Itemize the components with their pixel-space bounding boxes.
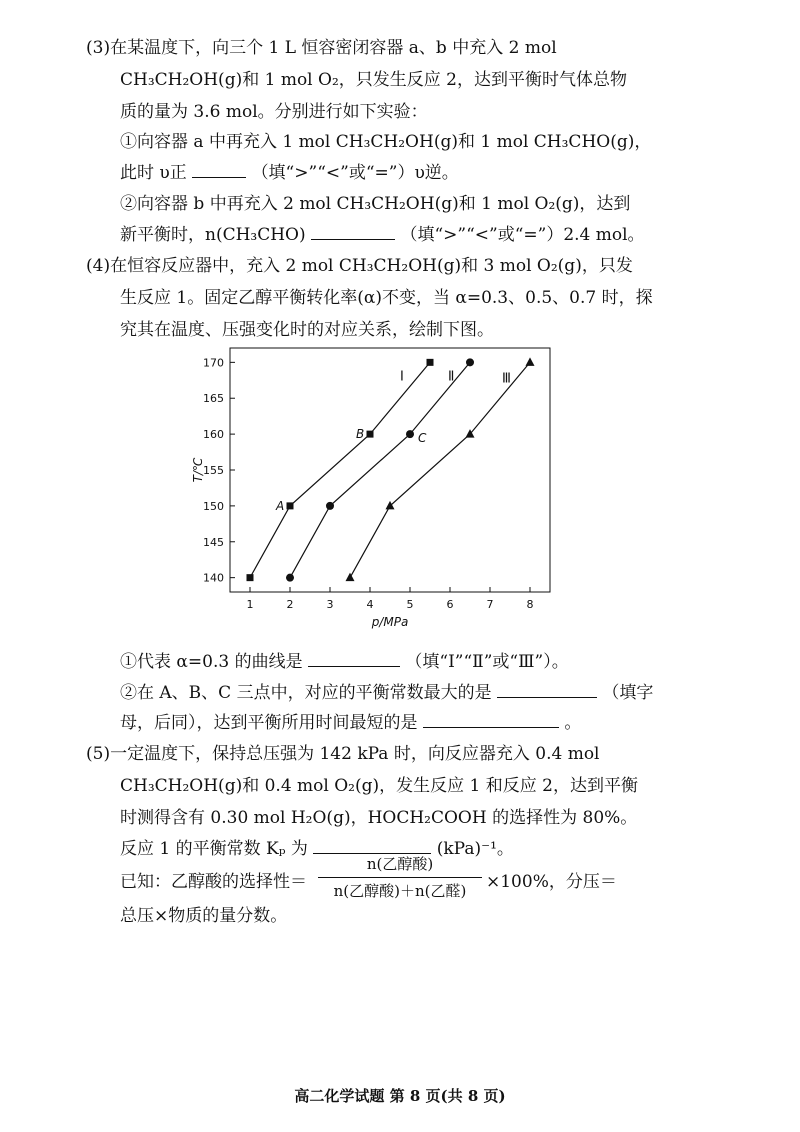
q3-sub2-answer-blank[interactable] (311, 221, 395, 240)
q4-sub1-answer-blank[interactable] (308, 648, 400, 667)
x-tick-label-7: 8 (526, 598, 534, 611)
x-axis-label: p/MPa (371, 615, 409, 629)
series-1-point-2 (406, 430, 414, 438)
series-0-point-0 (247, 574, 254, 581)
q4-line-3: 究其在温度、压强变化时的对应关系，绘制下图。 (120, 320, 494, 340)
q5-known-last: 总压×物质的量分数。 (120, 906, 288, 926)
temperature-pressure-chart (190, 340, 570, 640)
q4-sub2-line2-text-before: 母，后同），达到平衡所用时间最短的是 (120, 713, 418, 733)
series-0-point-1 (287, 502, 294, 509)
q3-sub1-text-after: （填“>”“<”或“=”）υ逆。 (251, 163, 459, 183)
series-line-2 (350, 362, 530, 577)
x-tick-label-1: 2 (286, 598, 294, 611)
x-tick-label-0: 1 (246, 598, 254, 611)
series-2-point-1 (386, 501, 395, 510)
q3-sub2-line-1: ②向容器 b 中再充入 2 mol CH₃CH₂OH(g)和 1 mol O₂(g)，达到 (120, 194, 631, 214)
q4-sub2-text-before: ②在 A、B、C 三点中，对应的平衡常数最大的是 (120, 683, 492, 703)
point-label-A: A (276, 498, 285, 513)
y-tick-label-5: 165 (203, 392, 224, 406)
q4-sub2-answer-blank-1[interactable] (497, 679, 597, 698)
q5-known-tail: ×100%，分压＝ (486, 872, 617, 892)
x-tick-label-4: 5 (406, 598, 414, 611)
series-2-point-3 (526, 357, 535, 366)
q5-line-1: (5)一定温度下，保持总压强为 142 kPa 时，向反应器充入 0.4 mol (86, 744, 600, 764)
series-0-point-3 (427, 359, 434, 366)
q4-sub2-line-1 (120, 679, 653, 706)
series-label-2: Ⅲ (502, 371, 511, 387)
q4-sub2-answer-blank-2[interactable] (423, 709, 559, 728)
series-line-0 (250, 362, 430, 577)
q3-sub2-text-after: （填“>”“<”或“=”）2.4 mol。 (400, 225, 645, 245)
q3-line-2: CH₃CH₂OH(g)和 1 mol O₂，只发生反应 2，达到平衡时气体总物 (120, 70, 627, 90)
series-1-point-0 (286, 574, 294, 582)
series-label-0: Ⅰ (400, 369, 404, 385)
formula-fraction-bar (318, 877, 482, 878)
x-tick-label-3: 4 (366, 598, 374, 611)
y-axis-label: T/℃ (191, 457, 205, 483)
q3-line-3: 质的量为 3.6 mol。分别进行如下实验： (120, 102, 428, 122)
q5-line-3: 时测得含有 0.30 mol H₂O(g)，HOCH₂COOH 的选择性为 80%。 (120, 808, 638, 828)
y-tick-label-2: 150 (203, 499, 224, 513)
q3-sub1-text-before: 此时 υ正 (120, 163, 187, 183)
q4-sub1-text-after: （填“Ⅰ”“Ⅱ”或“Ⅲ”）。 (405, 652, 569, 672)
x-tick-label-6: 7 (486, 598, 494, 611)
q4-sub1-text-before: ①代表 α=0.3 的曲线是 (120, 652, 303, 672)
x-tick-label-5: 6 (446, 598, 454, 611)
y-tick-label-0: 140 (203, 571, 224, 585)
y-tick-label-4: 160 (203, 428, 224, 442)
formula-numerator: n(乙醇酸) (366, 855, 434, 873)
series-2-point-0 (346, 573, 355, 582)
q3-line-1: (3)在某温度下，向三个 1 L 恒容密闭容器 a、b 中充入 2 mol (86, 38, 557, 58)
q5-line-2: CH₃CH₂OH(g)和 0.4 mol O₂(g)，发生反应 1 和反应 2，达到平衡 (120, 776, 638, 796)
q3-sub1-answer-blank[interactable] (192, 159, 246, 178)
q5-known-label: 已知：乙醇酸的选择性＝ (120, 872, 307, 892)
y-tick-label-3: 155 (203, 464, 224, 477)
series-1-point-1 (326, 502, 334, 510)
q4-sub2-text-after: （填字 (602, 683, 654, 703)
q5-kp-text-before: 反应 1 的平衡常数 Kₚ 为 (120, 839, 308, 859)
q4-sub1 (120, 648, 569, 675)
point-label-B: B (356, 427, 365, 442)
series-line-1 (290, 362, 470, 577)
page-footer: 高二化学试题 第 8 页(共 8 页) (294, 1087, 506, 1105)
q3-sub1-line-1: ①向容器 a 中再充入 1 mol CH₃CH₂OH(g)和 1 mol CH₃CHO(g)， (120, 132, 652, 152)
x-tick-label-2: 3 (326, 598, 334, 611)
point-label-C: C (418, 431, 427, 446)
q5-kp-answer-blank[interactable] (313, 835, 431, 854)
q4-line-1: (4)在恒容反应器中，充入 2 mol CH₃CH₂OH(g)和 3 mol O₂(g)，只发 (86, 256, 633, 276)
y-tick-label-1: 145 (203, 535, 224, 549)
q3-sub2-line-2 (120, 221, 645, 248)
q4-line-2: 生反应 1。固定乙醇平衡转化率(α)不变，当 α=0.3、0.5、0.7 时，探 (120, 288, 653, 308)
series-label-1: Ⅱ (448, 369, 455, 385)
series-0-point-2 (367, 431, 374, 438)
formula-denominator: n(乙醇酸)＋n(乙醛) (333, 882, 467, 900)
series-1-point-3 (466, 358, 474, 366)
q4-sub2-line2-text-after: 。 (564, 713, 582, 733)
q3-sub1-line-2 (120, 159, 459, 186)
q4-sub2-line-2 (120, 709, 581, 736)
q5-kp-text-after: (kPa)⁻¹。 (436, 839, 514, 859)
q3-sub2-text-before: 新平衡时，n(CH₃CHO) (120, 225, 306, 245)
y-tick-label-6: 170 (203, 356, 224, 370)
